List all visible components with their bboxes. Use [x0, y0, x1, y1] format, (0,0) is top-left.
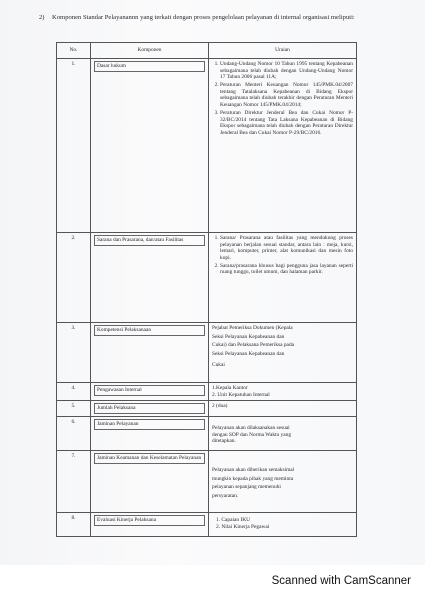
description-line: Cukai [212, 362, 225, 369]
description-line: mungkin kepada pihak yang meminta [212, 475, 294, 482]
row-description [209, 513, 357, 537]
list-item: 3. Peraturan Direktur Jenderal Bea dan Cukai Nomor P-32/BC/2014 tentang Tata Laksana Kepabeanan di Bidang Ekspor sebagaimana telah diubah dengan Peraturan Direktur Jenderal Bea dan Cukai Nomor P-29/BC/2016. [220, 110, 353, 136]
row-description [209, 323, 357, 383]
description-line: 2. Nilai Kinerja Pegawai [216, 523, 270, 530]
component-label: Kompetensi Pelaksanaan [94, 325, 205, 336]
table-row [57, 59, 357, 233]
row-component [91, 323, 209, 383]
scanner-footer [0, 565, 425, 600]
description-line: dengan SOP dan Norma Waktu yang [212, 431, 292, 438]
section-number: 2) [39, 14, 45, 21]
description-line: pelayanan sepanjang memenuhi [212, 484, 281, 491]
list-item: 2. Sarana/prasarana khusus bagi pengguna jasa layanan seperti ruang tunggu, toilet umum, dan halaman parkir. [220, 263, 353, 276]
component-label: Jaminan Pelayanan [94, 419, 205, 430]
table-row [57, 417, 357, 451]
row-description [209, 417, 357, 451]
component-label: Sarana dan Prasarana, dan/atau Fasilitas [94, 235, 205, 246]
row-description [209, 383, 357, 401]
row-component [91, 383, 209, 401]
description-line: ditetapkan. [212, 438, 236, 445]
table-row [57, 233, 357, 323]
component-label: Dasar hukum [94, 61, 205, 72]
description-list [212, 61, 353, 137]
row-component [91, 451, 209, 513]
row-number: 3. [57, 323, 91, 383]
row-component [91, 417, 209, 451]
row-description [209, 451, 357, 513]
description-line: 1. Capaian IKU [216, 517, 250, 524]
component-label: Pengawasan Internal [94, 385, 205, 396]
row-description [209, 233, 357, 323]
description-line: Seksi Pelayanan Kepabeanan dan [212, 333, 285, 340]
component-label: Evaluasi Kinerja Pelaksana [94, 515, 205, 526]
section-heading [39, 14, 362, 23]
header-komponen: Komponen [91, 43, 209, 59]
header-uraian: Uraian [209, 43, 357, 59]
description-line: Cukai) dan Pelaksana Pemeriksa pada [212, 342, 295, 349]
table-row [57, 383, 357, 401]
list-item: 2. Peraturan Menteri Keuangan Nomor 145/PMK.04/2007 tentang Tatalaksana Kepabeanan di Bidang Ekspor sebagaimana telah diubah terakhir dengan Peraturan Menteri Keuangan Nomor 145/PMK.04/2014; [220, 82, 353, 108]
description-line: persyaratan. [212, 492, 239, 499]
description-list [212, 235, 353, 276]
row-number: 6. [57, 417, 91, 451]
row-component [91, 233, 209, 323]
row-component [91, 59, 209, 233]
description-line: Pelayanan akan dilaksanakan sesuai [212, 425, 290, 432]
list-item: 1. Undang-Undang Nomor 10 Tahun 1995 tentang Kepabeanan sebagaimana telah diubah dengan Undang-Undang Nomor 17 Tahun 2006 pasal 11A; [220, 61, 353, 81]
description-line: 2 (dua) [212, 403, 228, 410]
table-row [57, 323, 357, 383]
service-standard-table [56, 42, 357, 537]
row-component [91, 513, 209, 537]
table-row [57, 401, 357, 417]
row-description [209, 401, 357, 417]
description-line: Seksi Pelayanan Kepabeanan dan [212, 350, 285, 357]
row-number: 8. [57, 513, 91, 537]
row-number: 5. [57, 401, 91, 417]
row-number: 1. [57, 59, 91, 233]
section-title: Komponen Standar Pelayanannn yang terkait dengan proses pengelolaan pelayanan di internal organisasi meliputi: [52, 14, 355, 21]
row-description [209, 59, 357, 233]
row-number: 7. [57, 451, 91, 513]
header-no: No. [57, 43, 91, 59]
description-line: Pejabat Pemeriksa Dokumen (Kepala [212, 325, 293, 331]
table-header-row [57, 43, 357, 59]
row-number: 2. [57, 233, 91, 323]
table-row [57, 513, 357, 537]
table-row [57, 451, 357, 513]
description-line: 1.Kepala Kantor [212, 385, 248, 391]
row-number: 4. [57, 383, 91, 401]
row-component [91, 401, 209, 417]
component-label: Jumlah Pelaksana [94, 403, 205, 414]
component-label: Jaminan Keamanan dan Keselamatan Pelayanan [94, 453, 205, 464]
description-line: 2. Unit Kepatuhan Internal [212, 391, 270, 398]
description-line: Pelayanan akan diberikan semaksimal [212, 467, 295, 474]
camscanner-watermark: Scanned with CamScanner [271, 575, 411, 587]
list-item: 1. Sarana/ Prasarana atau fasilitas yang mendukung proses pelayanan berjalan sesuai standar, antara lain : meja, kursi, lemari, komputer, printer, alat komunikasi dan mesin foto kopi. [220, 235, 353, 261]
